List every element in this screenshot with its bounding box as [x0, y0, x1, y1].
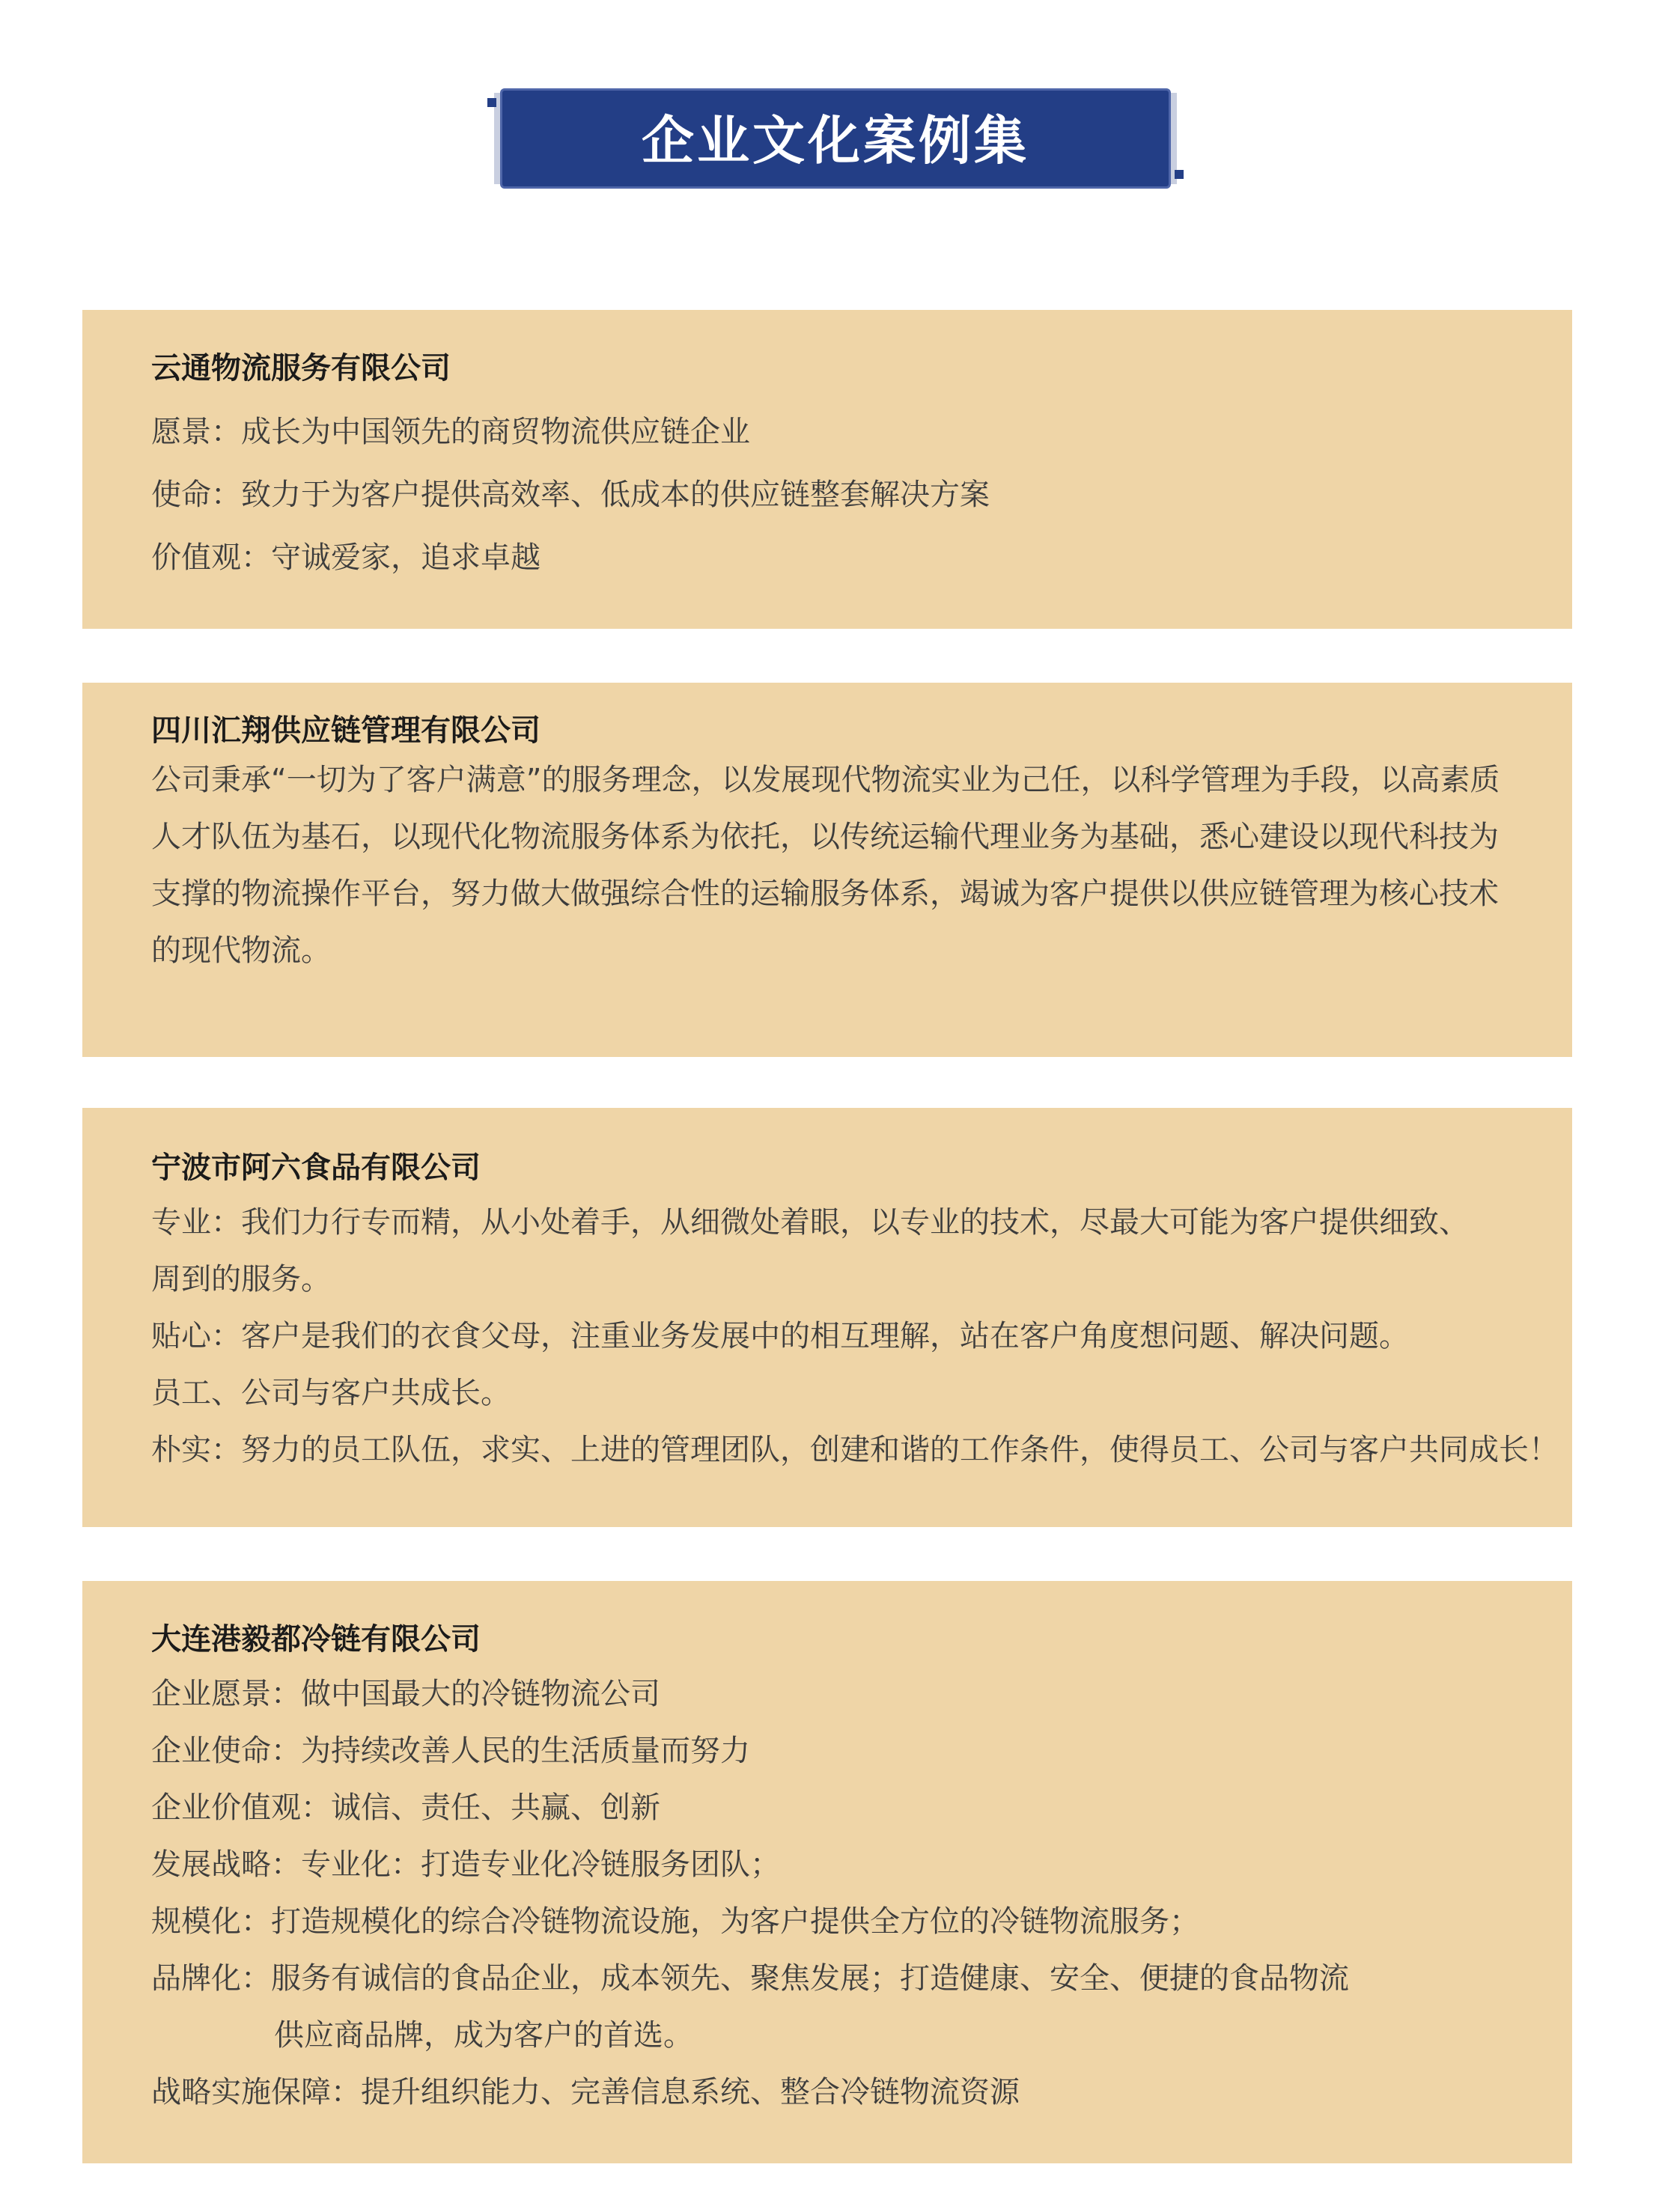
- company-name: 宁波市阿六食品有限公司: [151, 1151, 481, 1185]
- corner-decoration: [1545, 1497, 1556, 1508]
- corner-decoration: [97, 2133, 108, 2144]
- text-line: 发展战略：专业化：打造专业化冷链服务团队；: [151, 1847, 780, 1882]
- text-line: 品牌化：服务有诚信的食品企业，成本领先、聚焦发展；打造健康、安全、便捷的食品物流: [151, 1961, 1349, 1996]
- corner-decoration: [97, 599, 108, 609]
- corner-decoration: [97, 1026, 108, 1036]
- corner-decoration: [1545, 696, 1556, 707]
- text-line: 企业价值观：诚信、责任、共赢、创新: [151, 1791, 660, 1825]
- text-line: 企业愿景：做中国最大的冷链物流公司: [151, 1677, 660, 1711]
- corner-decoration: [1545, 1121, 1556, 1132]
- corner-decoration: [1545, 1026, 1556, 1036]
- text-line: 专业：我们力行专而精，从小处着手，从细微处着眼，以专业的技术，尽最大可能为客户提供细致、: [151, 1205, 1469, 1240]
- text-line: 朴实：努力的员工队伍，求实、上进的管理团队，创建和谐的工作条件，使得员工、公司与客户共同成长！: [151, 1433, 1559, 1467]
- corner-decoration: [1545, 1594, 1556, 1605]
- corner-decoration: [97, 696, 108, 707]
- text-line: 周到的服务。: [151, 1262, 331, 1297]
- vision-line: 愿景：成长为中国领先的商贸物流供应链企业: [151, 415, 750, 449]
- values-line: 价值观：守诚爱家，追求卓越: [151, 540, 541, 575]
- company-name: 四川汇翔供应链管理有限公司: [151, 713, 541, 748]
- corner-decoration: [1545, 599, 1556, 609]
- company-card-yuntong: [82, 310, 1572, 629]
- corner-decoration: [97, 323, 108, 334]
- corner-decoration: [1545, 323, 1556, 334]
- page-title: 企业文化案例集: [642, 110, 1029, 171]
- mission-line: 使命：致力于为客户提供高效率、低成本的供应链整套解决方案: [151, 478, 990, 512]
- corner-decoration: [1545, 2133, 1556, 2144]
- company-name: 云通物流服务有限公司: [151, 351, 451, 386]
- corner-decoration: [97, 1121, 108, 1132]
- company-card-aliu: [82, 1108, 1572, 1527]
- text-line: 贴心：客户是我们的衣食父母，注重业务发展中的相互理解，站在客户角度想问题、解决问题。: [151, 1319, 1409, 1353]
- company-description: 公司秉承“一切为了客户满意”的服务理念，以发展现代物流实业为己任，以科学管理为手段，以高素质人才队伍为基石，以现代化物流服务体系为依托，以传统运输代理业务为基础，悉心建设以现代科技为支撑的物流操作平台，努力做大做强综合性的运输服务体系，竭诚为客户提供以供应链管理为核心技术的现代物流。: [151, 763, 1500, 968]
- corner-decoration: [97, 1497, 108, 1508]
- text-line: 规模化：打造规模化的综合冷链物流设施，为客户提供全方位的冷链物流服务；: [151, 1904, 1199, 1939]
- corner-decoration: [97, 1594, 108, 1605]
- text-line: 供应商品牌，成为客户的首选。: [274, 2018, 693, 2053]
- company-card-huixiang: [82, 683, 1572, 1057]
- text-line: 员工、公司与客户共成长。: [151, 1376, 511, 1410]
- company-name: 大连港毅都冷链有限公司: [151, 1622, 481, 1657]
- company-card-yidu: [82, 1581, 1572, 2163]
- text-line: 战略实施保障：提升组织能力、完善信息系统、整合冷链物流资源: [151, 2075, 1020, 2109]
- title-banner: [500, 88, 1171, 189]
- text-line: 企业使命：为持续改善人民的生活质量而努力: [151, 1734, 750, 1768]
